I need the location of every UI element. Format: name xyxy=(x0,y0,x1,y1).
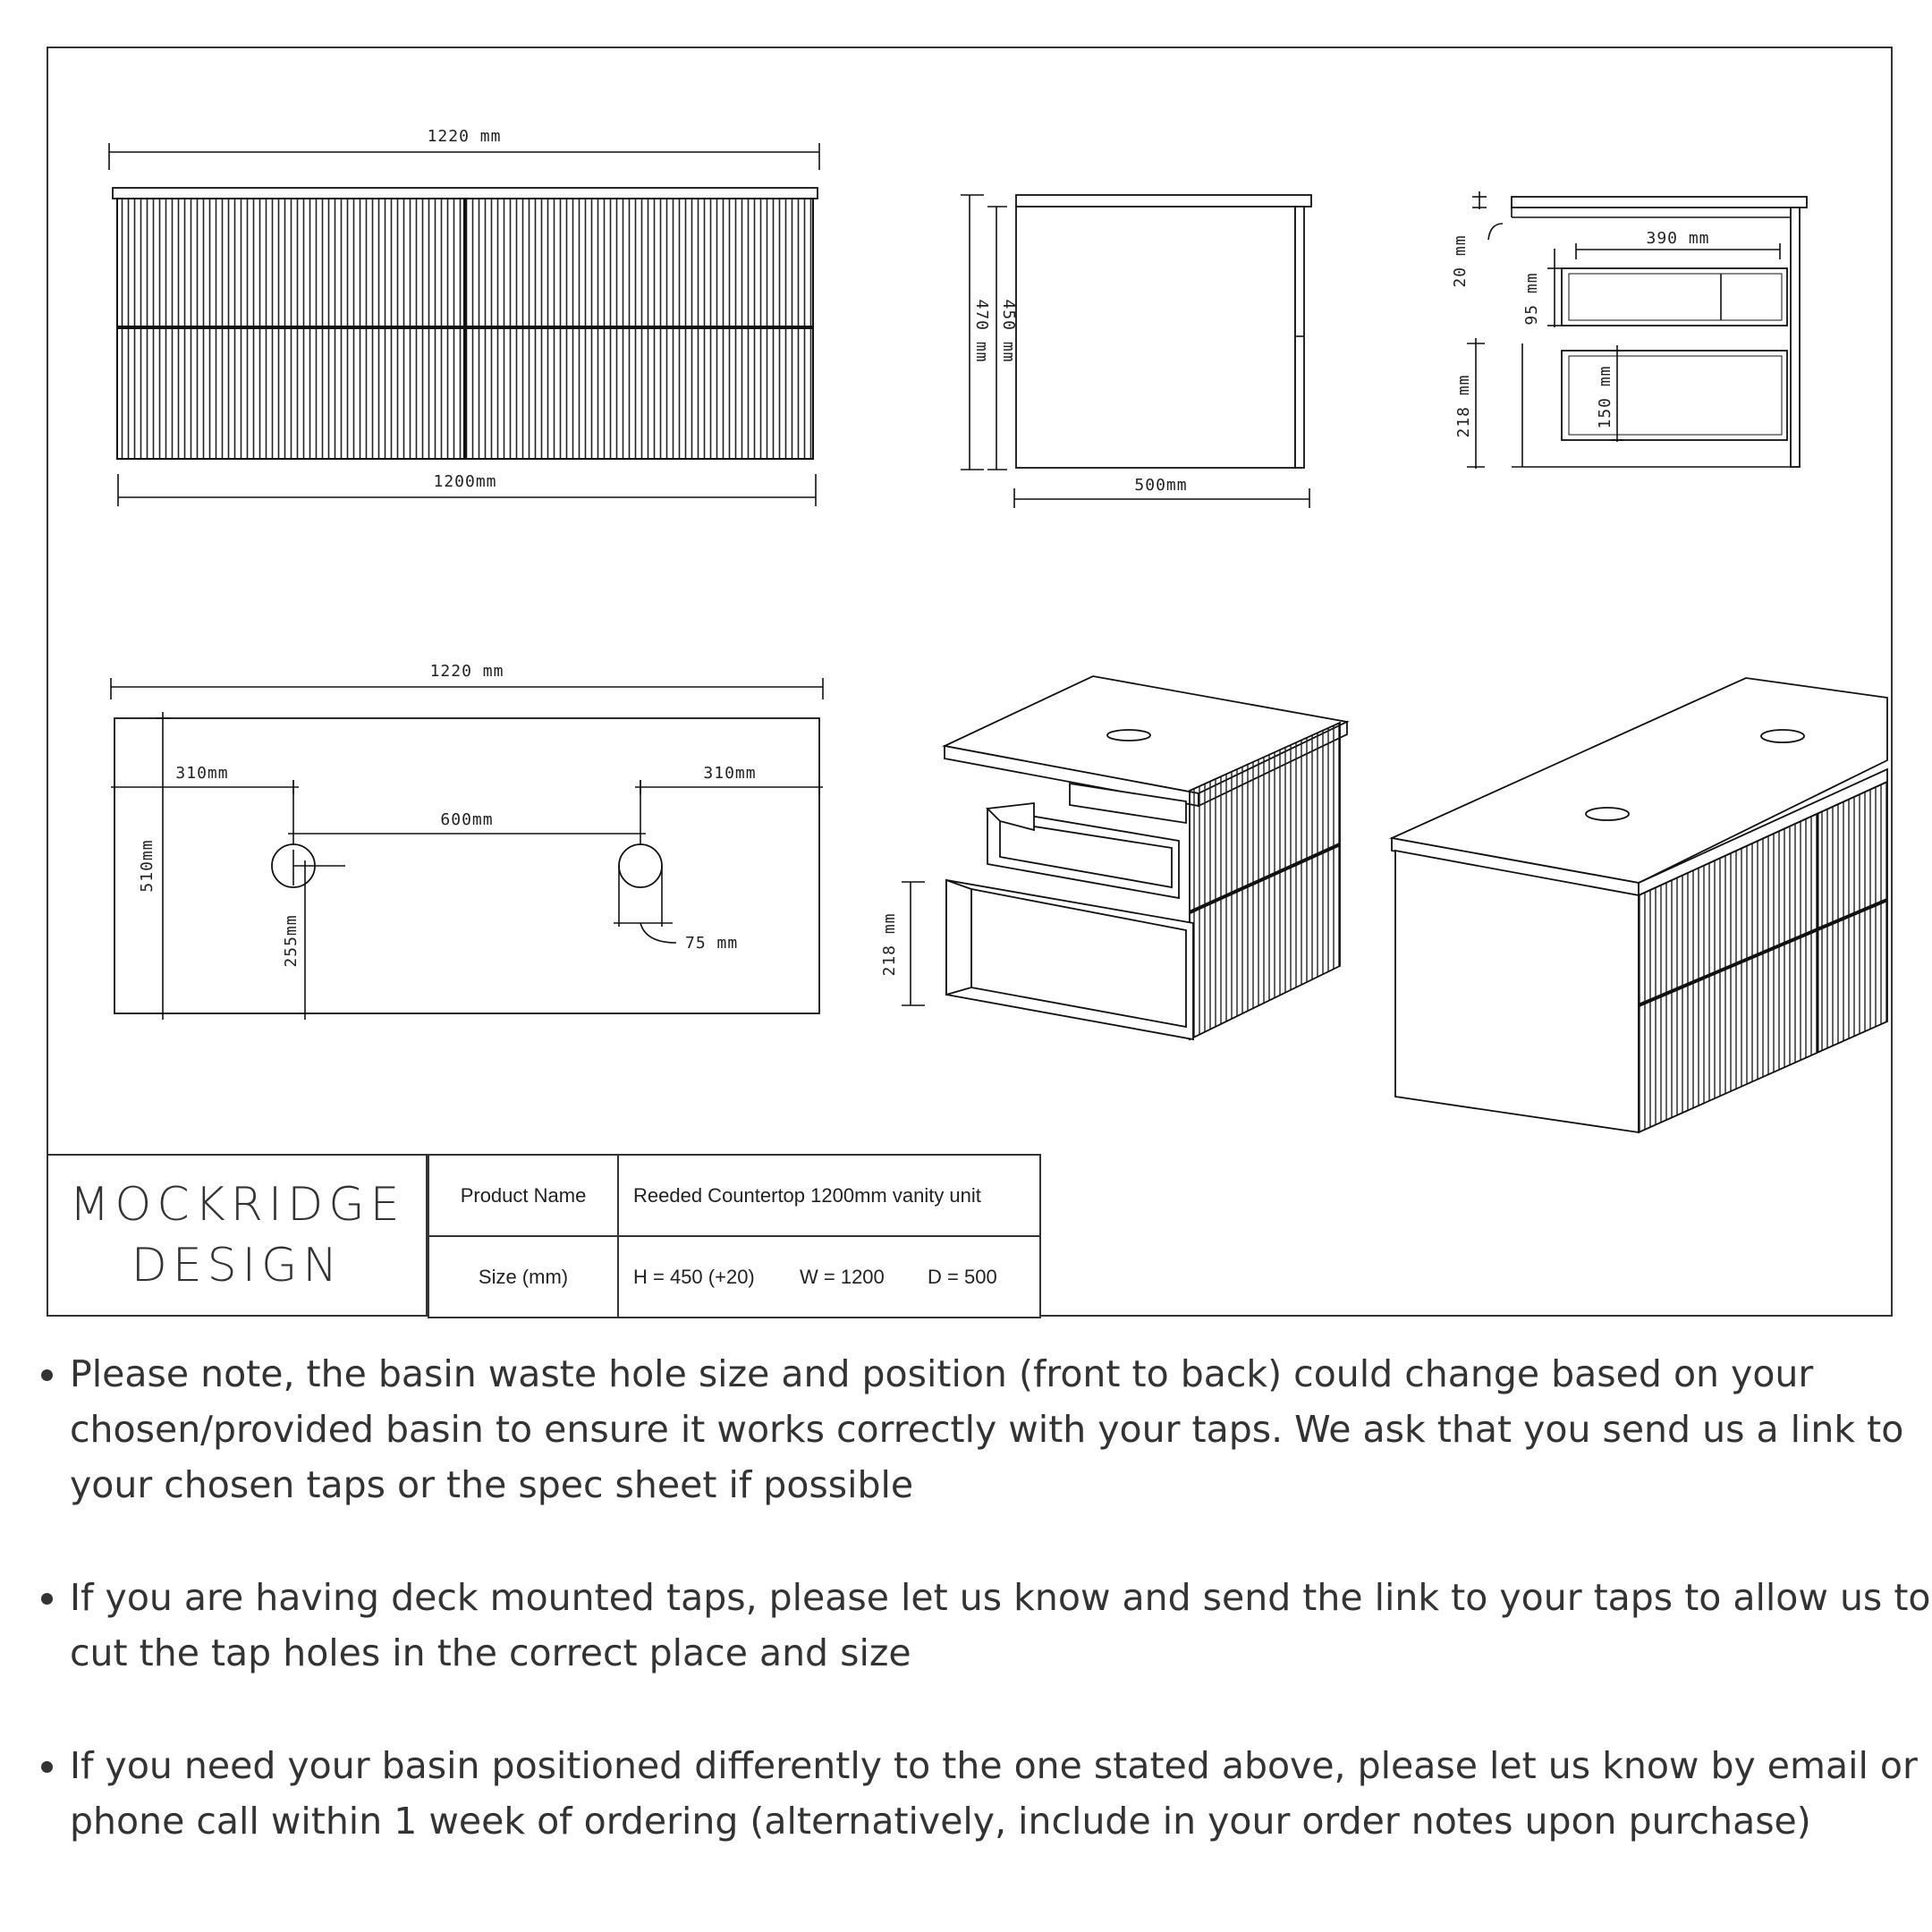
note-deck-taps: • If you are having deck mounted taps, please let us know and send the link to your taps to allow us to cut the tap holes in the correct place and size xyxy=(70,1570,1932,1681)
dim-section-lower-drawer: 150 mm xyxy=(1596,365,1614,429)
dim-front-top-width: 1220 mm xyxy=(427,127,502,146)
brand-logo xyxy=(47,1154,428,1317)
brand-line-1: MOCKRIDGE xyxy=(69,1178,405,1232)
plan-view xyxy=(111,662,823,1020)
dim-section-upper-drawer: 95 mm xyxy=(1522,272,1541,326)
dim-side-height-body: 450 mm xyxy=(999,299,1018,363)
size-w: W = 1200 xyxy=(800,1265,885,1288)
brand-line-2: DESIGN xyxy=(131,1239,343,1292)
product-name-row xyxy=(428,1155,1040,1236)
dim-plan-right-offset: 310mm xyxy=(703,764,757,783)
dim-plan-depth: 510mm xyxy=(138,839,157,893)
size-label: Size (mm) xyxy=(428,1236,618,1318)
dim-plan-width: 1220 mm xyxy=(429,662,504,681)
title-block xyxy=(47,1154,1041,1317)
size-row xyxy=(428,1236,1040,1318)
dim-side-depth: 500mm xyxy=(1134,476,1188,495)
dim-section-lower-height: 218 mm xyxy=(1454,374,1473,438)
dim-plan-left-offset: 310mm xyxy=(175,764,229,783)
dim-section-top: 20 mm xyxy=(1451,234,1470,288)
size-d: D = 500 xyxy=(928,1265,997,1288)
front-elevation xyxy=(109,127,819,506)
note-basin-waste: • Please note, the basin waste hole size and position (front to back) could change based on your chosen/provided basin to ensure it works correctly with your taps. We ask that you send us a link to your chosen taps or the spec sheet if possible xyxy=(70,1346,1932,1513)
basin-hole-right xyxy=(619,844,662,887)
iso-open-drawers xyxy=(880,676,1347,1039)
size-h: H = 450 (+20) xyxy=(633,1265,755,1288)
product-info-table xyxy=(428,1154,1041,1318)
size-values xyxy=(618,1236,1040,1318)
dim-plan-hole-spacing: 600mm xyxy=(440,810,494,829)
dim-plan-hole-depth: 255mm xyxy=(282,914,301,968)
dim-side-height-total: 470 mm xyxy=(972,299,991,363)
dim-section-drawer-width: 390 mm xyxy=(1646,229,1710,248)
dim-plan-hole-diameter: 75 mm xyxy=(685,934,739,953)
product-name-label: Product Name xyxy=(428,1155,618,1236)
dim-iso-drawer-height: 218 mm xyxy=(880,912,899,977)
product-name-value: Reeded Countertop 1200mm vanity unit xyxy=(618,1155,1040,1236)
iso-closed-unit xyxy=(1392,678,1887,1132)
side-elevation xyxy=(961,195,1311,508)
notes-list xyxy=(25,1346,1932,1906)
dim-front-base-width: 1200mm xyxy=(433,472,497,491)
section-view xyxy=(1451,191,1807,469)
note-basin-position: • If you need your basin positioned differently to the one stated above, please let us know by email or phone call within 1 week of ordering (alternatively, include in your order notes upon purchase) xyxy=(70,1738,1932,1849)
